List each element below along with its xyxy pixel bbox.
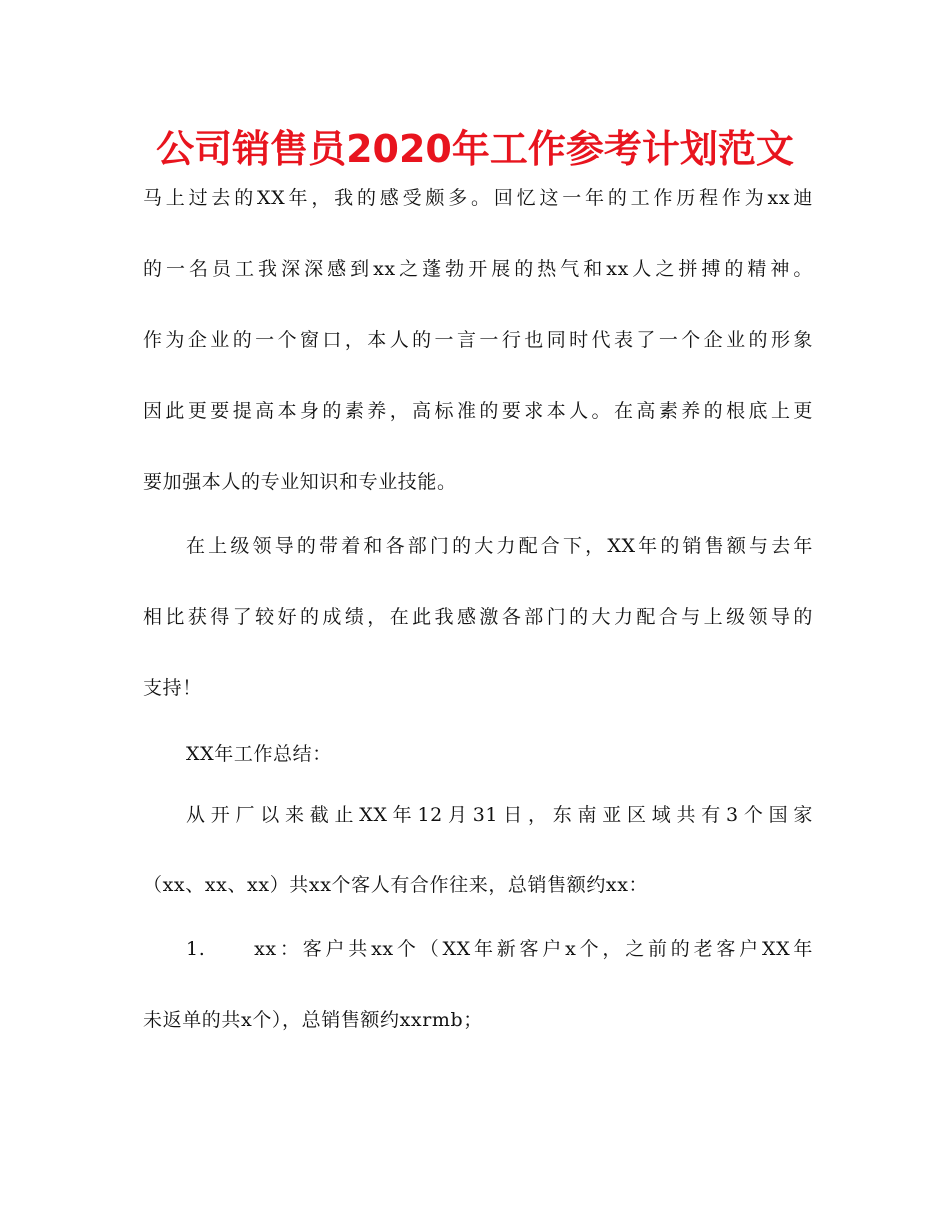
list-item-line: 未返单的共x个），总销售额约xxrmb；: [143, 1009, 483, 1031]
paragraph-line: 因此更要提高本身的素养，高标准的要求本人。在高素养的根底上更: [143, 400, 813, 422]
section-heading: XX年工作总结：: [186, 743, 332, 765]
list-item-line: 1. xx：客户共xx个（XX年新客户x个，之前的老客户XX年: [186, 938, 813, 960]
paragraph-line: 支持！: [143, 677, 202, 699]
paragraph-line: （xx、xx、xx）共xx个客人有合作往来，总销售额约xx：: [143, 874, 649, 896]
paragraph-line: 相比获得了较好的成绩，在此我感激各部门的大力配合与上级领导的: [143, 606, 813, 628]
paragraph-line: 马上过去的XX年，我的感受颇多。回忆这一年的工作历程作为xx迪: [143, 187, 813, 209]
document-title: 公司销售员2020年工作参考计划范文: [156, 127, 794, 171]
paragraph-line: 在上级领导的带着和各部门的大力配合下，XX年的销售额与去年: [186, 535, 813, 557]
paragraph-line: 要加强本人的专业知识和专业技能。: [143, 471, 457, 493]
paragraph-line: 从开厂以来截止XX年12月31日，东南亚区域共有3个国家: [186, 804, 813, 826]
paragraph-line: 作为企业的一个窗口，本人的一言一行也同时代表了一个企业的形象: [143, 329, 813, 351]
paragraph-line: 的一名员工我深深感到xx之蓬勃开展的热气和xx人之拼搏的精神。: [143, 258, 813, 280]
